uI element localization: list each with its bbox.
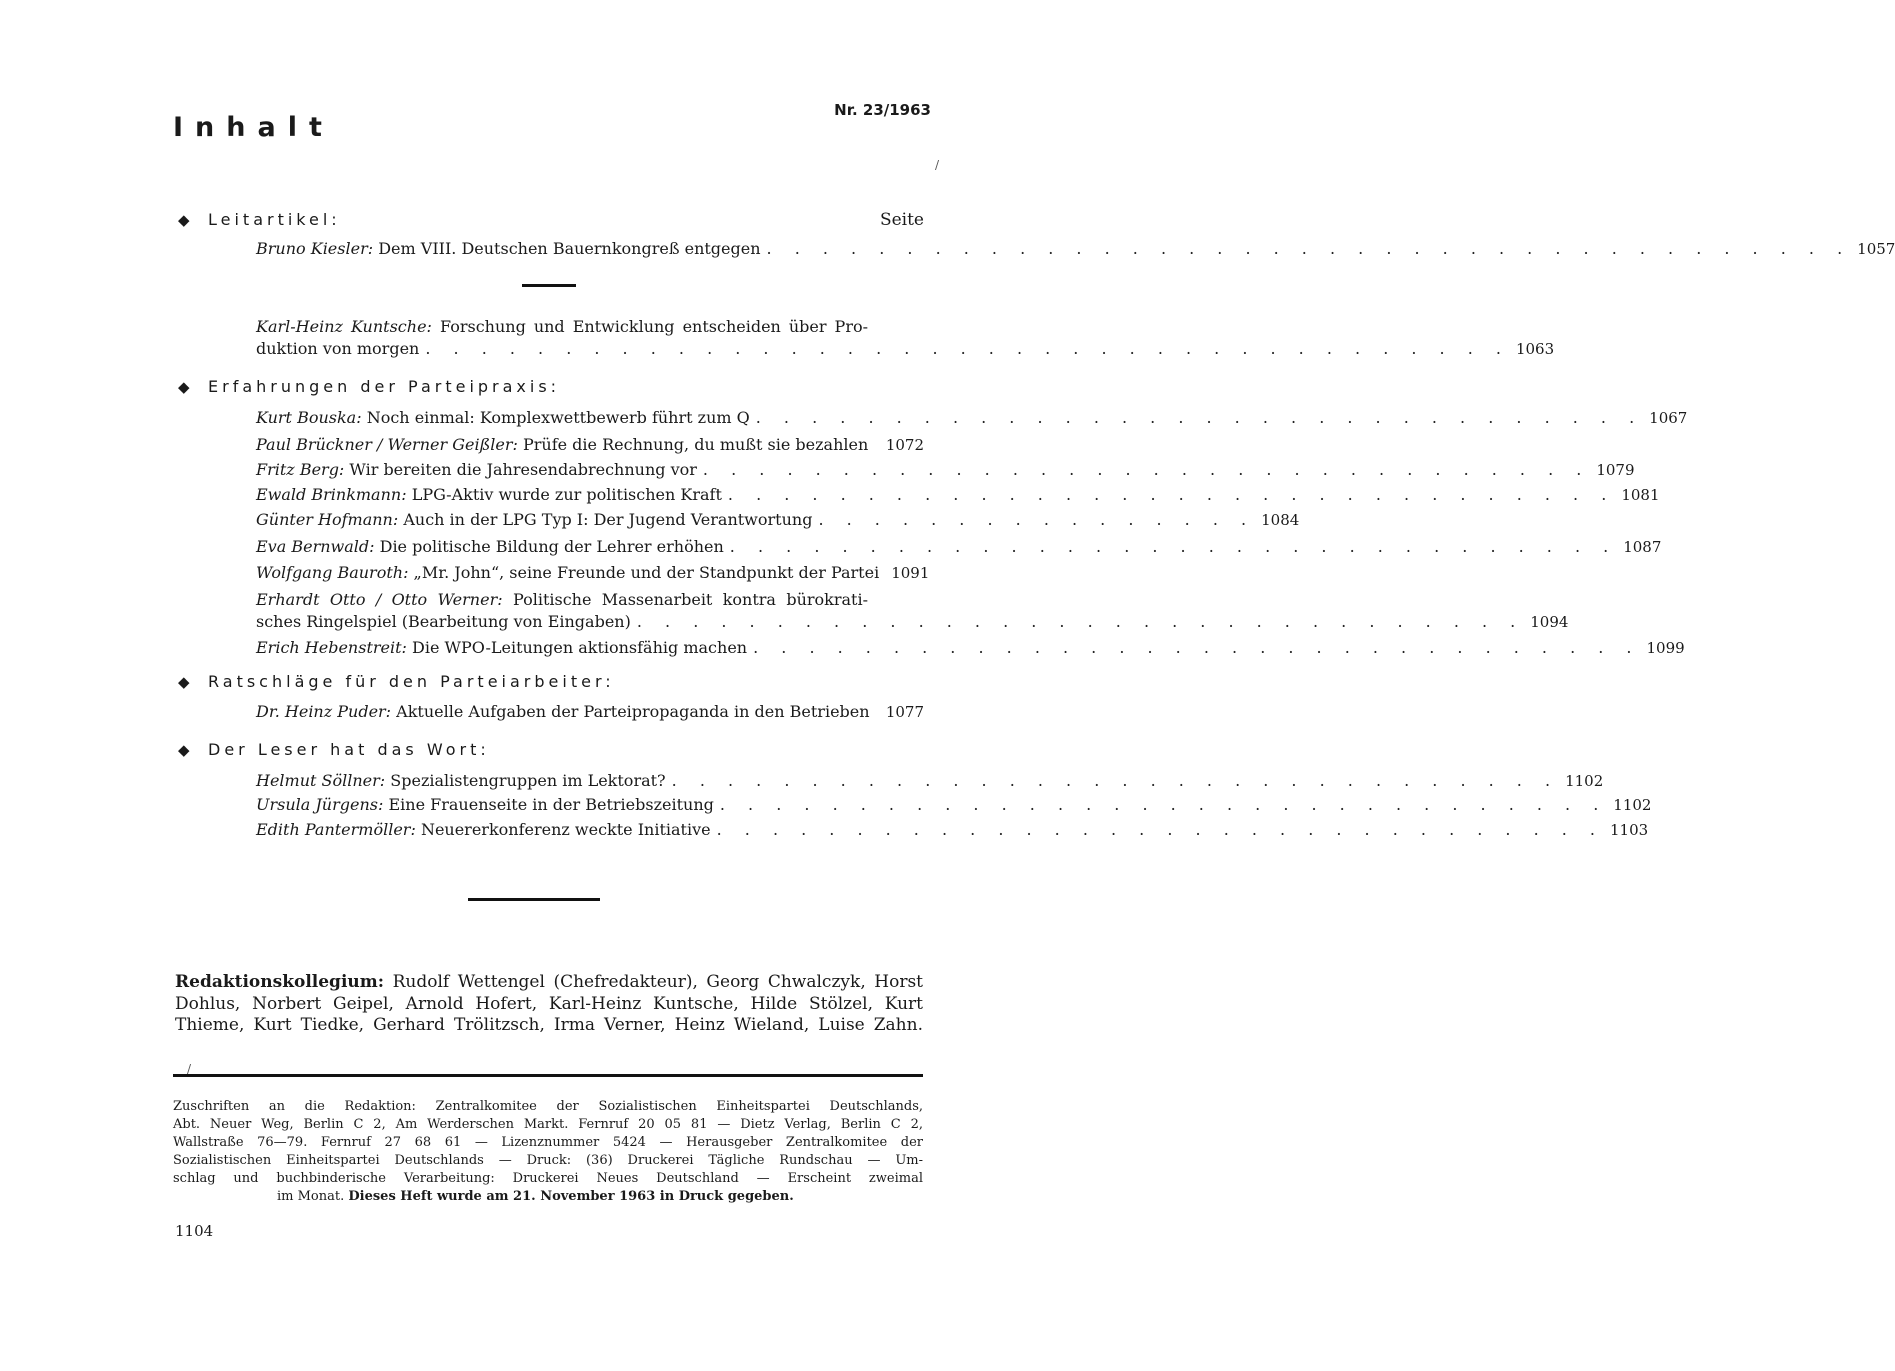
imprint-line: Sozialistischen Einheitspartei Deutschlands — Druck: (36) Druckerei Tägliche Rundschau — Um-	[173, 1153, 923, 1168]
imprint-line: Abt. Neuer Weg, Berlin C 2, Am Werderschen Markt. Fernruf 20 05 81 — Dietz Verlag, Berlin C 2,	[173, 1117, 923, 1132]
scan-mark: /	[935, 158, 940, 172]
entry-title: Wir bereiten die Jahresendabrechnung vor	[349, 460, 697, 479]
entry-author: Karl-Heinz Kuntsche:	[256, 317, 432, 336]
toc-entry[interactable]	[256, 484, 1660, 506]
scan-mark: /	[187, 1062, 192, 1076]
toc-entry[interactable]	[256, 407, 1688, 429]
leader-dots: . . . . . . . . . . . . . . . . . . . . . . . . . . . . . . . .	[753, 638, 1641, 657]
leader-dots: . . . . . . . . . . . . . . . . . . . . . . . . . . . . . . . .	[702, 460, 1591, 479]
editorial-board-label: Redaktionskollegium:	[175, 972, 385, 992]
toc-entry[interactable]	[256, 770, 1604, 792]
toc-entry[interactable]	[256, 238, 1895, 260]
leader-dots: . . . . . . . . . . . . . . . . . . . . . . . . . . . . . . . . . . . . . . .	[425, 339, 1510, 358]
entry-author: Kurt Bouska:	[256, 408, 362, 427]
toc-entry[interactable]	[256, 637, 1685, 659]
entry-title: Noch einmal: Komplexwettbewerb führt zum Q	[366, 408, 750, 427]
entry-title: Neuererkonferenz weckte Initiative	[420, 820, 711, 839]
leader-dots: . . . . . . . . . . . . . . . . . . . . . . . . . . . . . . . .	[636, 612, 1525, 631]
toc-entry[interactable]	[256, 562, 930, 584]
entry-author: Ursula Jürgens:	[256, 795, 384, 814]
leader-dots: . . . . . . . . . . . . . . . . . . . . . . . . . . . . . . . .	[671, 771, 1560, 790]
entry-page: 1072	[885, 436, 924, 454]
entry-author: Wolfgang Bauroth:	[256, 563, 409, 582]
page-title: Inhalt	[173, 112, 334, 143]
section-heading-leser: ◆ Der Leser hat das Wort:	[178, 740, 490, 759]
editorial-board-line3: Thieme, Kurt Tiedke, Gerhard Trölitzsch, Irma Verner, Heinz Wieland, Luise Zahn.	[175, 1015, 923, 1035]
entry-author: Fritz Berg:	[256, 460, 345, 479]
entry-title: Aktuelle Aufgaben der Parteipropaganda in den Betrieben	[396, 702, 870, 721]
section-heading-leitartikel: ◆ Leitartikel:	[178, 210, 341, 229]
toc-entry[interactable]	[256, 589, 1569, 633]
entry-author: Erich Hebenstreit:	[256, 638, 407, 657]
page-number: 1104	[175, 1222, 214, 1240]
editorial-board	[175, 972, 923, 1037]
entry-page: 1077	[885, 703, 924, 721]
diamond-bullet-icon: ◆	[178, 741, 190, 759]
imprint-line: Zuschriften an die Redaktion: Zentralkomitee der Sozialistischen Einheitspartei Deutschlands,	[173, 1099, 923, 1114]
toc-entry[interactable]	[256, 316, 1555, 360]
entry-author: Ewald Brinkmann:	[256, 485, 407, 504]
leader-dots: . . . . . . . . . . . . . . . . . . . . . . . . . . . . . . . .	[727, 485, 1616, 504]
leader-dots: . . . . . . . . . . . . . . . . . . . . . . . . . . . . . . . .	[716, 820, 1605, 839]
editorial-board-line1: Rudolf Wettengel (Chefredakteur), Georg Chwalczyk, Horst	[392, 972, 923, 992]
toc-entry[interactable]	[256, 819, 1649, 841]
entry-title-line2: duktion von morgen	[256, 339, 420, 358]
diamond-bullet-icon: ◆	[178, 673, 190, 691]
section-heading-ratschlaege: ◆ Ratschläge für den Parteiarbeiter:	[178, 672, 615, 691]
entry-page: 1087	[1623, 538, 1662, 556]
entry-title: „Mr. John“, seine Freunde und der Standpunkt der Partei	[413, 563, 880, 582]
entry-title: Die politische Bildung der Lehrer erhöhen	[379, 537, 724, 556]
entry-page: 1063	[1515, 340, 1555, 358]
leader-dots: . . . . . . . . . . . . . . . . . . . . . . . . . . . . . . . . . . . . . . .	[766, 239, 1852, 258]
entry-page: 1103	[1610, 821, 1649, 839]
imprint-line: im Monat. Dieses Heft wurde am 21. November 1963 in Druck gegeben.	[277, 1189, 794, 1204]
entry-author: Günter Hofmann:	[256, 510, 399, 529]
entry-author: Eva Bernwald:	[256, 537, 375, 556]
entry-page: 1084	[1261, 511, 1300, 529]
entry-title: Eine Frauenseite in der Betriebszeitung	[388, 795, 714, 814]
divider-rule	[468, 898, 600, 901]
toc-entry[interactable]	[256, 701, 924, 723]
entry-title-line2: sches Ringelspiel (Bearbeitung von Eingaben)	[256, 612, 631, 631]
entry-author: Paul Brückner / Werner Geißler:	[256, 435, 518, 454]
entry-title: Dem VIII. Deutschen Bauernkongreß entgegen	[378, 239, 761, 258]
leader-dots: . . . . . . . . . . . . . . . . . . . . . . . . . . . . . . . .	[719, 795, 1608, 814]
entry-page: 1081	[1621, 486, 1660, 504]
section-heading-erfahrungen: ◆ Erfahrungen der Parteipraxis:	[178, 377, 561, 396]
imprint-line: schlag und buchbinderische Verarbeitung: Druckerei Neues Deutschland — Erscheint zweimal	[173, 1171, 923, 1186]
entry-page: 1067	[1649, 409, 1688, 427]
entry-page: 1102	[1613, 796, 1652, 814]
toc-entry[interactable]	[256, 459, 1635, 481]
diamond-bullet-icon: ◆	[178, 378, 190, 396]
imprint-line: Wallstraße 76—79. Fernruf 27 68 61 — Lizenznummer 5424 — Herausgeber Zentralkomitee der	[173, 1135, 923, 1150]
divider-rule	[522, 284, 576, 287]
entry-title: Auch in der LPG Typ I: Der Jugend Verantwortung	[403, 510, 813, 529]
entry-author: Bruno Kiesler:	[256, 239, 374, 258]
entry-page: 1099	[1646, 639, 1685, 657]
entry-author: Dr. Heinz Puder:	[256, 702, 392, 721]
issue-number: Nr. 23/1963	[834, 101, 931, 119]
entry-title: Prüfe die Rechnung, du mußt sie bezahlen	[522, 435, 869, 454]
entry-page: 1094	[1530, 613, 1569, 631]
entry-title-line1: Politische Massenarbeit kontra bürokrati-	[512, 590, 868, 609]
imprint	[173, 1098, 923, 1206]
toc-entry[interactable]	[256, 434, 924, 456]
entry-title: Die WPO-Leitungen aktionsfähig machen	[412, 638, 748, 657]
entry-title: LPG-Aktiv wurde zur politischen Kraft	[411, 485, 722, 504]
entry-author: Helmut Söllner:	[256, 771, 386, 790]
entry-page: 1102	[1565, 772, 1604, 790]
diamond-bullet-icon: ◆	[178, 211, 190, 229]
toc-entry[interactable]	[256, 536, 1662, 558]
leader-dots: . . . . . . . . . . . . . . . . . . . . . . . . . . . . . . . .	[729, 537, 1618, 556]
column-label-seite: Seite	[879, 210, 924, 230]
editorial-board-line2: Dohlus, Norbert Geipel, Arnold Hofert, Karl-Heinz Kuntsche, Hilde Stölzel, Kurt	[175, 993, 923, 1014]
toc-entry[interactable]	[256, 509, 1300, 531]
leader-dots: . . . . . . . . . . . . . . . .	[818, 510, 1256, 529]
entry-author: Erhardt Otto / Otto Werner:	[256, 590, 503, 609]
entry-author: Edith Pantermöller:	[256, 820, 416, 839]
entry-title: Spezialistengruppen im Lektorat?	[390, 771, 666, 790]
entry-page: 1091	[891, 564, 930, 582]
entry-title-line1: Forschung und Entwicklung entscheiden über Pro-	[439, 317, 869, 336]
leader-dots: . . . . . . . . . . . . . . . . . . . . . . . . . . . . . . . .	[755, 408, 1644, 427]
imprint-rule	[173, 1074, 923, 1077]
toc-entry[interactable]	[256, 794, 1652, 816]
entry-page: 1057	[1857, 240, 1895, 258]
entry-page: 1079	[1596, 461, 1635, 479]
